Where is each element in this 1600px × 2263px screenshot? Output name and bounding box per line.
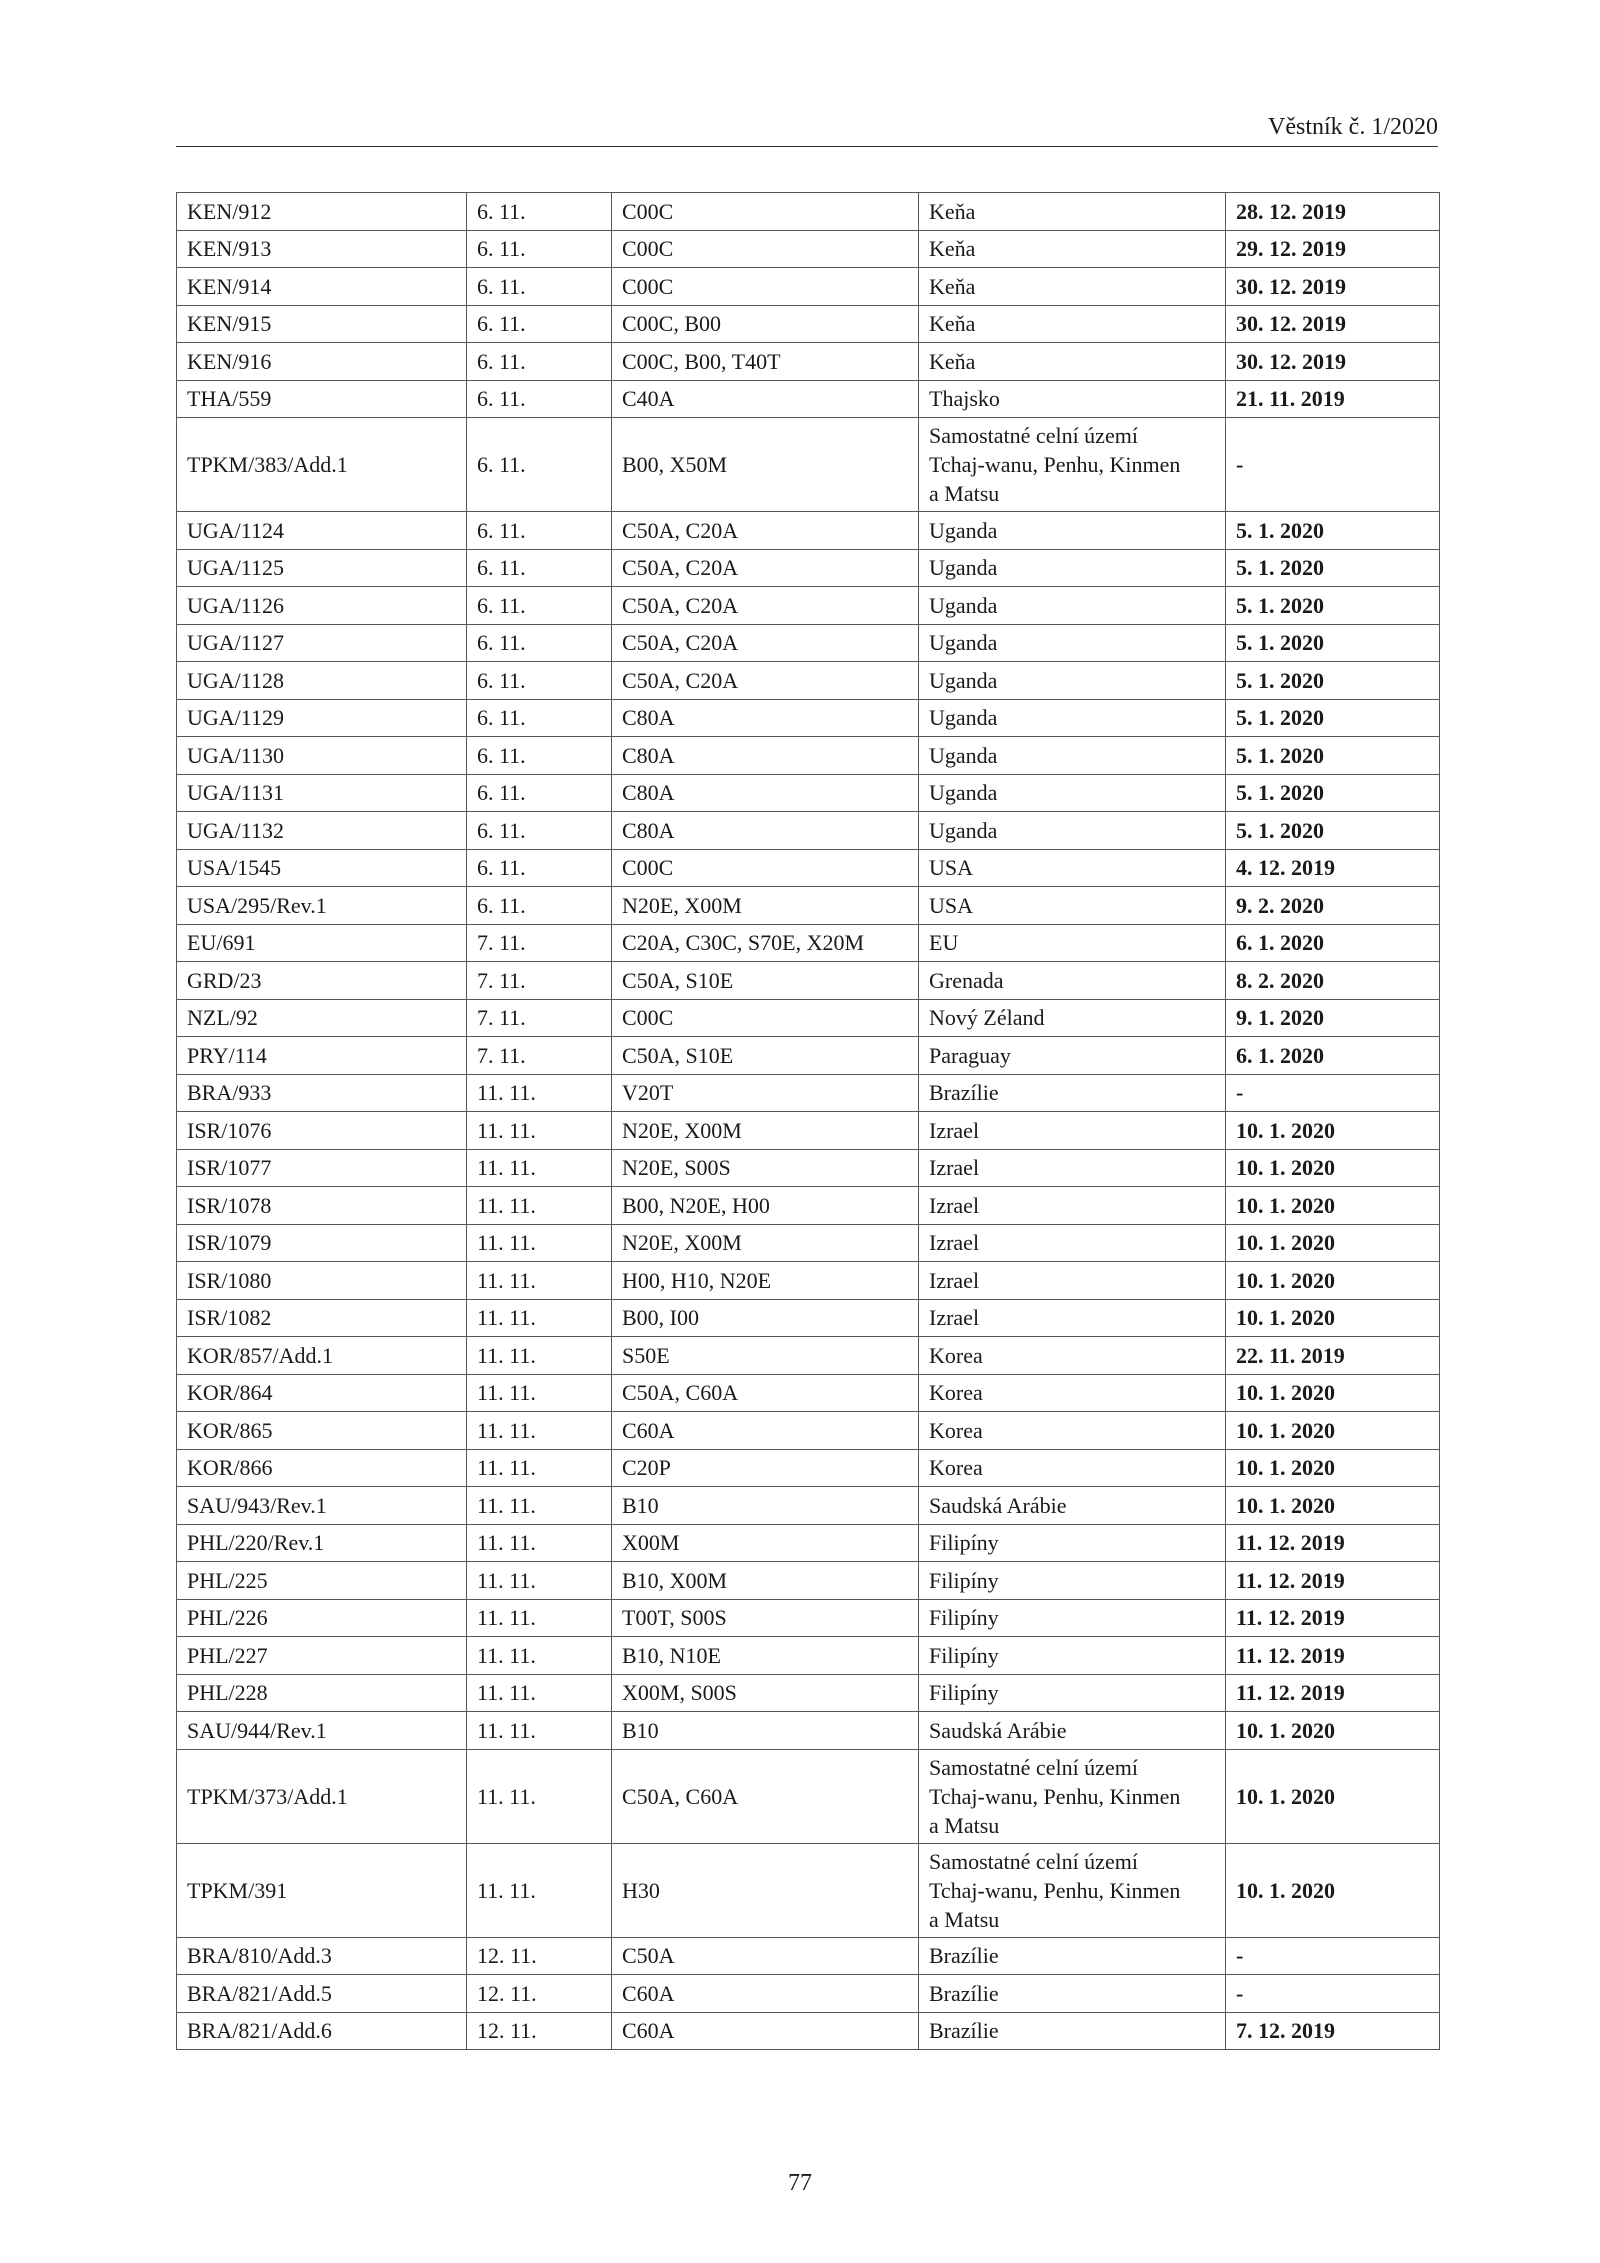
- table-row: [177, 699, 1440, 737]
- member-cell: Izrael: [919, 1187, 1226, 1225]
- product-codes-cell: B00, I00: [612, 1299, 919, 1337]
- deadline-cell: 5. 1. 2020: [1226, 662, 1440, 700]
- table-row: [177, 1637, 1440, 1675]
- deadline-cell: 10. 1. 2020: [1226, 1187, 1440, 1225]
- notification-date-cell: 6. 11.: [467, 662, 612, 700]
- table-row: [177, 1412, 1440, 1450]
- member-line: Tchaj-wanu, Penhu, Kinmen: [929, 452, 1181, 477]
- notification-date-cell: 11. 11.: [467, 1487, 612, 1525]
- member-cell: Paraguay: [919, 1037, 1226, 1075]
- notification-date-cell: 11. 11.: [467, 1112, 612, 1150]
- deadline-cell: 21. 11. 2019: [1226, 380, 1440, 418]
- product-codes-cell: C60A: [612, 1975, 919, 2013]
- table-row: [177, 343, 1440, 381]
- notification-date-cell: 11. 11.: [467, 1074, 612, 1112]
- notification-date-cell: 6. 11.: [467, 193, 612, 231]
- table-row: [177, 774, 1440, 812]
- notification-date-cell: 11. 11.: [467, 1299, 612, 1337]
- document-code-cell: UGA/1129: [177, 699, 467, 737]
- product-codes-cell: C50A, C20A: [612, 549, 919, 587]
- member-cell: Uganda: [919, 812, 1226, 850]
- member-line: Samostatné celní území: [929, 1754, 1138, 1780]
- product-codes-cell: C00C, B00, T40T: [612, 343, 919, 381]
- product-codes-cell: N20E, S00S: [612, 1149, 919, 1187]
- member-cell: Keňa: [919, 193, 1226, 231]
- notification-date-cell: 6. 11.: [467, 587, 612, 625]
- table-row: [177, 1149, 1440, 1187]
- table-row: [177, 1749, 1440, 1843]
- product-codes-cell: B10: [612, 1712, 919, 1750]
- notification-date-cell: 11. 11.: [467, 1843, 612, 1937]
- table-row: [177, 549, 1440, 587]
- deadline-cell: 4. 12. 2019: [1226, 849, 1440, 887]
- table-row: [177, 924, 1440, 962]
- table-row: [177, 1712, 1440, 1750]
- document-code-cell: SAU/943/Rev.1: [177, 1487, 467, 1525]
- notification-date-cell: 11. 11.: [467, 1674, 612, 1712]
- document-code-cell: NZL/92: [177, 999, 467, 1037]
- document-code-cell: BRA/821/Add.5: [177, 1975, 467, 2013]
- document-code-cell: KEN/913: [177, 230, 467, 268]
- table-row: [177, 305, 1440, 343]
- table-row: [177, 849, 1440, 887]
- member-cell: Filipíny: [919, 1524, 1226, 1562]
- product-codes-cell: B00, N20E, H00: [612, 1187, 919, 1225]
- deadline-cell: 5. 1. 2020: [1226, 699, 1440, 737]
- deadline-cell: 9. 1. 2020: [1226, 999, 1440, 1037]
- product-codes-cell: N20E, X00M: [612, 887, 919, 925]
- deadline-cell: 10. 1. 2020: [1226, 1149, 1440, 1187]
- document-code-cell: KEN/915: [177, 305, 467, 343]
- deadline-cell: 10. 1. 2020: [1226, 1262, 1440, 1300]
- notification-date-cell: 11. 11.: [467, 1149, 612, 1187]
- member-cell: Izrael: [919, 1149, 1226, 1187]
- bulletin-title: Věstník č. 1/2020: [1268, 114, 1438, 140]
- table-row: [177, 662, 1440, 700]
- deadline-cell: 5. 1. 2020: [1226, 624, 1440, 662]
- table-row: [177, 1487, 1440, 1525]
- document-code-cell: TPKM/383/Add.1: [177, 418, 467, 512]
- document-code-cell: ISR/1077: [177, 1149, 467, 1187]
- page-header: [176, 112, 1438, 147]
- member-line: a Matsu: [929, 481, 1000, 506]
- table-row: [177, 1187, 1440, 1225]
- document-code-cell: KOR/857/Add.1: [177, 1337, 467, 1375]
- table-row: [177, 418, 1440, 512]
- deadline-cell: 11. 12. 2019: [1226, 1637, 1440, 1675]
- member-cell: Brazílie: [919, 1937, 1226, 1975]
- table-row: [177, 380, 1440, 418]
- deadline-cell: -: [1226, 1975, 1440, 2013]
- table-row: [177, 2012, 1440, 2050]
- member-cell: Korea: [919, 1449, 1226, 1487]
- notification-date-cell: 12. 11.: [467, 1937, 612, 1975]
- product-codes-cell: X00M: [612, 1524, 919, 1562]
- member-cell: Keňa: [919, 343, 1226, 381]
- document-code-cell: PHL/226: [177, 1599, 467, 1637]
- document-code-cell: EU/691: [177, 924, 467, 962]
- product-codes-cell: C40A: [612, 380, 919, 418]
- notification-date-cell: 7. 11.: [467, 924, 612, 962]
- deadline-cell: 22. 11. 2019: [1226, 1337, 1440, 1375]
- notification-date-cell: 11. 11.: [467, 1262, 612, 1300]
- deadline-cell: 10. 1. 2020: [1226, 1224, 1440, 1262]
- notification-date-cell: 6. 11.: [467, 699, 612, 737]
- table-row: [177, 624, 1440, 662]
- notification-date-cell: 6. 11.: [467, 343, 612, 381]
- document-code-cell: UGA/1131: [177, 774, 467, 812]
- product-codes-cell: C00C: [612, 999, 919, 1037]
- member-cell: [919, 1843, 1226, 1937]
- notification-date-cell: 6. 11.: [467, 380, 612, 418]
- member-cell: EU: [919, 924, 1226, 962]
- member-cell: Filipíny: [919, 1674, 1226, 1712]
- member-cell: Keňa: [919, 230, 1226, 268]
- member-cell: Grenada: [919, 962, 1226, 1000]
- member-cell: Uganda: [919, 737, 1226, 775]
- document-code-cell: PHL/228: [177, 1674, 467, 1712]
- table-row: [177, 812, 1440, 850]
- product-codes-cell: C50A, C20A: [612, 587, 919, 625]
- member-cell: Nový Zéland: [919, 999, 1226, 1037]
- member-cell: Korea: [919, 1374, 1226, 1412]
- deadline-cell: 10. 1. 2020: [1226, 1299, 1440, 1337]
- notification-date-cell: 6. 11.: [467, 268, 612, 306]
- document-code-cell: ISR/1080: [177, 1262, 467, 1300]
- member-line: Samostatné celní území: [929, 423, 1138, 448]
- document-code-cell: UGA/1127: [177, 624, 467, 662]
- product-codes-cell: H00, H10, N20E: [612, 1262, 919, 1300]
- notification-date-cell: 11. 11.: [467, 1562, 612, 1600]
- notification-date-cell: 11. 11.: [467, 1337, 612, 1375]
- product-codes-cell: C00C: [612, 849, 919, 887]
- document-code-cell: USA/1545: [177, 849, 467, 887]
- document-code-cell: KOR/864: [177, 1374, 467, 1412]
- notification-date-cell: 6. 11.: [467, 305, 612, 343]
- deadline-cell: 5. 1. 2020: [1226, 587, 1440, 625]
- table-row: [177, 230, 1440, 268]
- member-cell: Thajsko: [919, 380, 1226, 418]
- document-code-cell: GRD/23: [177, 962, 467, 1000]
- member-line: Tchaj-wanu, Penhu, Kinmen: [929, 1877, 1181, 1903]
- member-cell: Korea: [919, 1337, 1226, 1375]
- table-row: [177, 1599, 1440, 1637]
- product-codes-cell: C80A: [612, 737, 919, 775]
- deadline-cell: 10. 1. 2020: [1226, 1749, 1440, 1843]
- product-codes-cell: S50E: [612, 1337, 919, 1375]
- document-code-cell: PHL/225: [177, 1562, 467, 1600]
- notification-date-cell: 11. 11.: [467, 1749, 612, 1843]
- product-codes-cell: C80A: [612, 774, 919, 812]
- document-code-cell: USA/295/Rev.1: [177, 887, 467, 925]
- deadline-cell: 9. 2. 2020: [1226, 887, 1440, 925]
- document-code-cell: KOR/866: [177, 1449, 467, 1487]
- member-cell: Uganda: [919, 587, 1226, 625]
- deadline-cell: 10. 1. 2020: [1226, 1412, 1440, 1450]
- product-codes-cell: N20E, X00M: [612, 1112, 919, 1150]
- deadline-cell: 11. 12. 2019: [1226, 1562, 1440, 1600]
- member-cell: Korea: [919, 1412, 1226, 1450]
- notification-date-cell: 6. 11.: [467, 774, 612, 812]
- table-row: [177, 1224, 1440, 1262]
- table-row: [177, 1975, 1440, 2013]
- product-codes-cell: C50A, C20A: [612, 624, 919, 662]
- deadline-cell: 5. 1. 2020: [1226, 737, 1440, 775]
- table-row: [177, 1299, 1440, 1337]
- deadline-cell: 30. 12. 2019: [1226, 305, 1440, 343]
- document-code-cell: UGA/1124: [177, 512, 467, 550]
- document-code-cell: ISR/1078: [177, 1187, 467, 1225]
- member-cell: USA: [919, 887, 1226, 925]
- member-cell: Izrael: [919, 1262, 1226, 1300]
- document-code-cell: UGA/1128: [177, 662, 467, 700]
- member-cell: Saudská Arábie: [919, 1712, 1226, 1750]
- product-codes-cell: V20T: [612, 1074, 919, 1112]
- product-codes-cell: C20P: [612, 1449, 919, 1487]
- deadline-cell: 11. 12. 2019: [1226, 1674, 1440, 1712]
- deadline-cell: 5. 1. 2020: [1226, 774, 1440, 812]
- notification-date-cell: 6. 11.: [467, 418, 612, 512]
- document-code-cell: UGA/1126: [177, 587, 467, 625]
- deadline-cell: 28. 12. 2019: [1226, 193, 1440, 231]
- table-row: [177, 1524, 1440, 1562]
- deadline-cell: 8. 2. 2020: [1226, 962, 1440, 1000]
- member-cell: Brazílie: [919, 1074, 1226, 1112]
- member-cell: Brazílie: [919, 1975, 1226, 2013]
- member-cell: Uganda: [919, 624, 1226, 662]
- member-cell: Uganda: [919, 774, 1226, 812]
- member-cell: Brazílie: [919, 2012, 1226, 2050]
- notification-date-cell: 7. 11.: [467, 962, 612, 1000]
- notification-date-cell: 12. 11.: [467, 2012, 612, 2050]
- document-code-cell: BRA/810/Add.3: [177, 1937, 467, 1975]
- deadline-cell: -: [1226, 1937, 1440, 1975]
- notification-date-cell: 6. 11.: [467, 624, 612, 662]
- product-codes-cell: C00C: [612, 230, 919, 268]
- notification-date-cell: 11. 11.: [467, 1224, 612, 1262]
- notification-date-cell: 6. 11.: [467, 737, 612, 775]
- product-codes-cell: C60A: [612, 1412, 919, 1450]
- member-cell: Izrael: [919, 1224, 1226, 1262]
- member-cell: Keňa: [919, 268, 1226, 306]
- deadline-cell: 6. 1. 2020: [1226, 924, 1440, 962]
- member-cell: Filipíny: [919, 1562, 1226, 1600]
- notification-date-cell: 11. 11.: [467, 1412, 612, 1450]
- product-codes-cell: C50A, S10E: [612, 962, 919, 1000]
- product-codes-cell: B10: [612, 1487, 919, 1525]
- member-line: a Matsu: [929, 1812, 1000, 1838]
- product-codes-cell: H30: [612, 1843, 919, 1937]
- table-row: [177, 587, 1440, 625]
- member-cell: [919, 1749, 1226, 1843]
- notifications-table: [176, 192, 1440, 2050]
- document-code-cell: ISR/1082: [177, 1299, 467, 1337]
- table-row: [177, 512, 1440, 550]
- deadline-cell: 10. 1. 2020: [1226, 1374, 1440, 1412]
- notification-date-cell: 7. 11.: [467, 999, 612, 1037]
- table-row: [177, 1037, 1440, 1075]
- table-row: [177, 1937, 1440, 1975]
- product-codes-cell: B00, X50M: [612, 418, 919, 512]
- notification-date-cell: 11. 11.: [467, 1187, 612, 1225]
- table-row: [177, 962, 1440, 1000]
- deadline-cell: 30. 12. 2019: [1226, 268, 1440, 306]
- notification-date-cell: 11. 11.: [467, 1449, 612, 1487]
- table-row: [177, 193, 1440, 231]
- document-code-cell: KOR/865: [177, 1412, 467, 1450]
- document-code-cell: ISR/1079: [177, 1224, 467, 1262]
- member-cell: Izrael: [919, 1112, 1226, 1150]
- member-cell: Uganda: [919, 662, 1226, 700]
- document-code-cell: PRY/114: [177, 1037, 467, 1075]
- deadline-cell: -: [1226, 418, 1440, 512]
- table-row: [177, 1449, 1440, 1487]
- product-codes-cell: C00C, B00: [612, 305, 919, 343]
- notification-date-cell: 6. 11.: [467, 812, 612, 850]
- document-code-cell: TPKM/373/Add.1: [177, 1749, 467, 1843]
- deadline-cell: 10. 1. 2020: [1226, 1712, 1440, 1750]
- document-code-cell: KEN/914: [177, 268, 467, 306]
- member-line: a Matsu: [929, 1906, 1000, 1932]
- deadline-cell: 30. 12. 2019: [1226, 343, 1440, 381]
- document-code-cell: ISR/1076: [177, 1112, 467, 1150]
- member-cell: Uganda: [919, 512, 1226, 550]
- product-codes-cell: C60A: [612, 2012, 919, 2050]
- notification-date-cell: 7. 11.: [467, 1037, 612, 1075]
- table-row: [177, 1843, 1440, 1937]
- document-code-cell: PHL/220/Rev.1: [177, 1524, 467, 1562]
- document-code-cell: KEN/916: [177, 343, 467, 381]
- deadline-cell: 10. 1. 2020: [1226, 1112, 1440, 1150]
- table-body: [177, 193, 1440, 2050]
- member-cell: Uganda: [919, 699, 1226, 737]
- product-codes-cell: B10, X00M: [612, 1562, 919, 1600]
- notification-date-cell: 11. 11.: [467, 1599, 612, 1637]
- product-codes-cell: C50A, C20A: [612, 662, 919, 700]
- notification-date-cell: 11. 11.: [467, 1524, 612, 1562]
- table-row: [177, 1074, 1440, 1112]
- member-line: Samostatné celní území: [929, 1848, 1138, 1874]
- document-code-cell: UGA/1125: [177, 549, 467, 587]
- product-codes-cell: C50A: [612, 1937, 919, 1975]
- deadline-cell: 11. 12. 2019: [1226, 1524, 1440, 1562]
- member-cell: [919, 418, 1226, 512]
- deadline-cell: 10. 1. 2020: [1226, 1843, 1440, 1937]
- deadline-cell: 5. 1. 2020: [1226, 812, 1440, 850]
- product-codes-cell: X00M, S00S: [612, 1674, 919, 1712]
- document-code-cell: SAU/944/Rev.1: [177, 1712, 467, 1750]
- document-code-cell: THA/559: [177, 380, 467, 418]
- deadline-cell: 5. 1. 2020: [1226, 512, 1440, 550]
- page-number: 77: [788, 2170, 812, 2196]
- notification-date-cell: 11. 11.: [467, 1637, 612, 1675]
- table-row: [177, 1337, 1440, 1375]
- deadline-cell: 7. 12. 2019: [1226, 2012, 1440, 2050]
- document-code-cell: BRA/933: [177, 1074, 467, 1112]
- deadline-cell: 10. 1. 2020: [1226, 1449, 1440, 1487]
- table-row: [177, 268, 1440, 306]
- table-row: [177, 1674, 1440, 1712]
- table-row: [177, 1562, 1440, 1600]
- member-cell: Filipíny: [919, 1637, 1226, 1675]
- deadline-cell: 29. 12. 2019: [1226, 230, 1440, 268]
- document-code-cell: BRA/821/Add.6: [177, 2012, 467, 2050]
- document-code-cell: UGA/1132: [177, 812, 467, 850]
- product-codes-cell: C50A, S10E: [612, 1037, 919, 1075]
- deadline-cell: 10. 1. 2020: [1226, 1487, 1440, 1525]
- document-code-cell: PHL/227: [177, 1637, 467, 1675]
- table-row: [177, 887, 1440, 925]
- product-codes-cell: T00T, S00S: [612, 1599, 919, 1637]
- table-row: [177, 737, 1440, 775]
- member-line: Tchaj-wanu, Penhu, Kinmen: [929, 1783, 1181, 1809]
- member-cell: Filipíny: [919, 1599, 1226, 1637]
- product-codes-cell: C80A: [612, 699, 919, 737]
- deadline-cell: 11. 12. 2019: [1226, 1599, 1440, 1637]
- table-row: [177, 999, 1440, 1037]
- notification-date-cell: 11. 11.: [467, 1374, 612, 1412]
- product-codes-cell: C50A, C60A: [612, 1749, 919, 1843]
- document-code-cell: KEN/912: [177, 193, 467, 231]
- notification-date-cell: 6. 11.: [467, 887, 612, 925]
- notification-date-cell: 12. 11.: [467, 1975, 612, 2013]
- document-code-cell: TPKM/391: [177, 1843, 467, 1937]
- deadline-cell: 5. 1. 2020: [1226, 549, 1440, 587]
- notification-date-cell: 6. 11.: [467, 512, 612, 550]
- document-code-cell: UGA/1130: [177, 737, 467, 775]
- product-codes-cell: C20A, C30C, S70E, X20M: [612, 924, 919, 962]
- member-cell: Izrael: [919, 1299, 1226, 1337]
- member-cell: Keňa: [919, 305, 1226, 343]
- member-cell: USA: [919, 849, 1226, 887]
- deadline-cell: -: [1226, 1074, 1440, 1112]
- product-codes-cell: C00C: [612, 268, 919, 306]
- notification-date-cell: 6. 11.: [467, 549, 612, 587]
- product-codes-cell: C50A, C60A: [612, 1374, 919, 1412]
- product-codes-cell: C50A, C20A: [612, 512, 919, 550]
- table-row: [177, 1374, 1440, 1412]
- notification-date-cell: 6. 11.: [467, 849, 612, 887]
- product-codes-cell: C00C: [612, 193, 919, 231]
- table-row: [177, 1112, 1440, 1150]
- product-codes-cell: B10, N10E: [612, 1637, 919, 1675]
- product-codes-cell: C80A: [612, 812, 919, 850]
- member-cell: Uganda: [919, 549, 1226, 587]
- notification-date-cell: 6. 11.: [467, 230, 612, 268]
- product-codes-cell: N20E, X00M: [612, 1224, 919, 1262]
- member-cell: Saudská Arábie: [919, 1487, 1226, 1525]
- notification-date-cell: 11. 11.: [467, 1712, 612, 1750]
- deadline-cell: 6. 1. 2020: [1226, 1037, 1440, 1075]
- table-row: [177, 1262, 1440, 1300]
